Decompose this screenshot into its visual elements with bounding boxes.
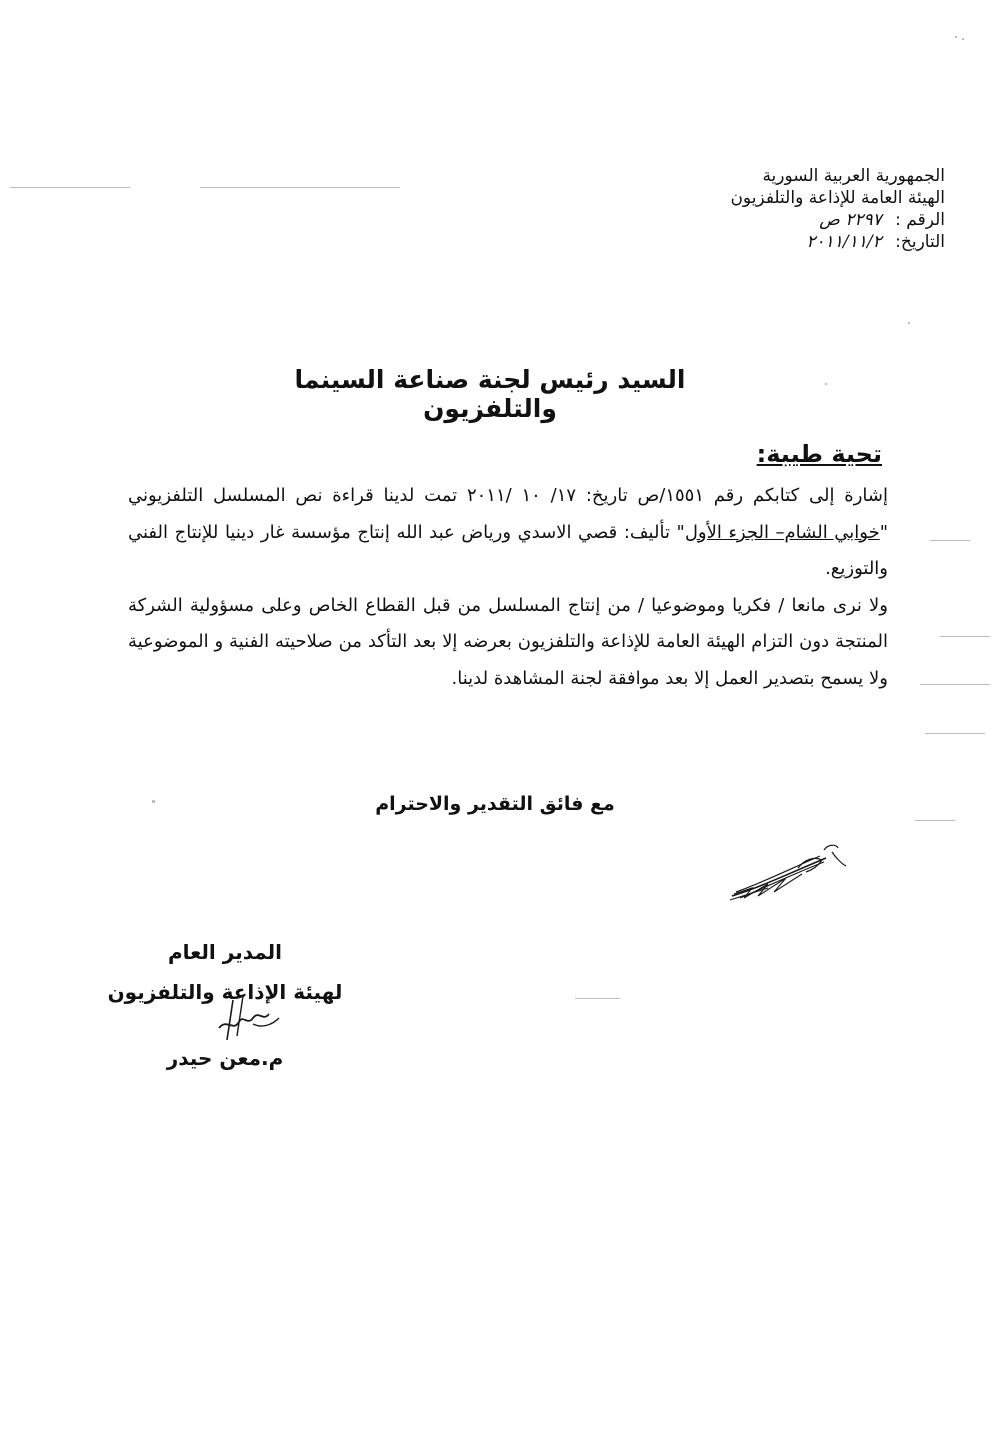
closing-phrase: مع فائق التقدير والاحترام (375, 793, 615, 815)
signature-scribble-icon (728, 838, 848, 904)
series-title: خوابي الشام– الجزء الأول (684, 521, 880, 543)
reference-number-row (665, 209, 945, 231)
addressee: السيد رئيس لجنة صناعة السينما والتلفزيون (294, 365, 686, 423)
body-paragraph-2: ولا نرى مانعا / فكريا وموضوعيا / من إنتاج المسلسل من قبل القطاع الخاص وعلى مسؤولية الشركة المنتجة دون التزام الهيئة العامة للإذاعة والتلفزيون بعرضه إلا بعد التأكد من صلاحيته الفنية و الموضوعية ولا يسمح بتصدير العمل إلا بعد موافقة لجنة المشاهدة لدينا. (128, 594, 888, 689)
signature-icon (213, 988, 283, 1048)
body-paragraph-1 (128, 478, 888, 588)
signatory-title: المدير العام (167, 940, 283, 964)
authority-name: الهيئة العامة للإذاعة والتلفزيون (730, 188, 945, 208)
greeting: تحية طيبة: (756, 440, 882, 468)
letter-body (128, 478, 888, 697)
country-name: الجمهورية العربية السورية (762, 166, 945, 186)
date-row (665, 231, 945, 253)
body-p1-part2: " تأليف: قصي الاسدي ورياض عبد الله إنتاج مؤسسة غار دينيا للإنتاج الفني والتوزيع. (128, 521, 888, 579)
reference-label: الرقم : (895, 210, 945, 230)
letterhead (665, 165, 945, 253)
signatory-organization: لهيئة الإذاعة والتلفزيون (107, 980, 343, 1004)
date-value: ٢٠١١/١١/٢ (806, 232, 882, 252)
body-p1-part1: إشارة إلى كتابكم رقم ١٥٥١/ص تاريخ: ١٧/ ١٠ /٢٠١١ تمت لدينا قراءة نص المسلسل التلفزيوني " (128, 485, 888, 543)
reference-value: ٢٢٩٧ ص (819, 210, 882, 230)
date-label: التاريخ: (895, 232, 945, 252)
signatory-name: م.معن حيدر (166, 1046, 284, 1070)
